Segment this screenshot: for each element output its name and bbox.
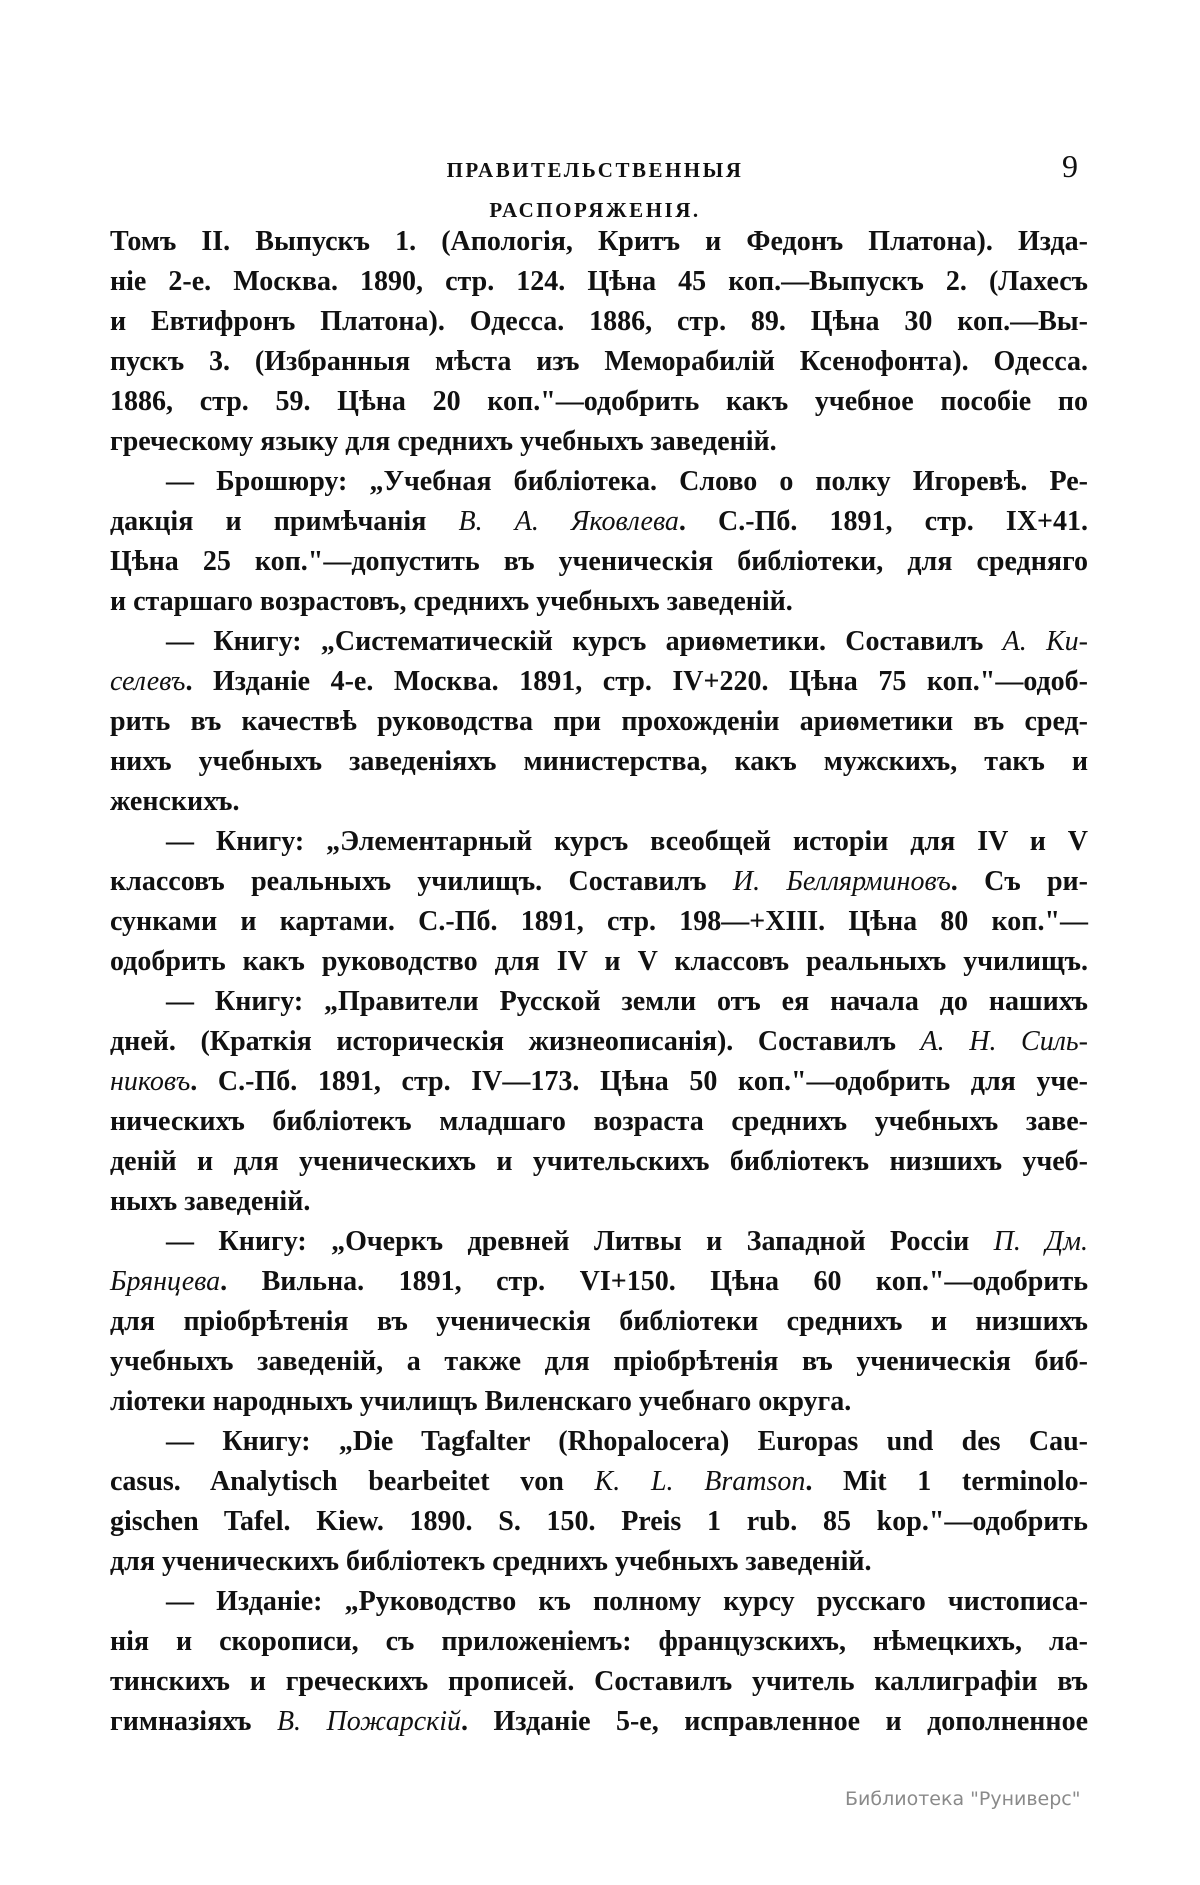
italic-author-name: Брянцева bbox=[110, 1266, 221, 1297]
text-segment: нія и скорописи, съ приложеніемъ: французскихъ, нѣмецкихъ, ла- bbox=[110, 1626, 1088, 1657]
text-line bbox=[110, 1462, 1088, 1502]
text-segment: учебныхъ заведеній, а также для пріобрѣтенія въ ученическія биб- bbox=[110, 1346, 1088, 1377]
text-segment: ныхъ заведеній. bbox=[110, 1186, 311, 1217]
text-segment: . Вильна. 1891, стр. VI+150. Цѣна 60 коп."—одобрить bbox=[220, 1266, 1088, 1297]
text-line bbox=[110, 742, 1088, 782]
text-segment: casus. Analytisch bearbeitet von bbox=[110, 1466, 595, 1497]
text-line bbox=[110, 1502, 1088, 1542]
text-segment: дакція и примѣчанія bbox=[110, 506, 459, 537]
text-segment: и Евтифронъ Платона). Одесса. 1886, стр. 89. Цѣна 30 коп.—Вы- bbox=[110, 306, 1088, 337]
text-segment: . С.-Пб. 1891, стр. IV—173. Цѣна 50 коп."—одобрить для уче- bbox=[190, 1066, 1088, 1097]
text-segment: для ученическихъ библіотекъ среднихъ учебныхъ заведеній. bbox=[110, 1546, 872, 1577]
text-segment: гимназіяхъ bbox=[110, 1706, 277, 1737]
text-line bbox=[110, 822, 1088, 862]
text-segment: тинскихъ и греческихъ прописей. Составилъ учитель каллиграфіи въ bbox=[110, 1666, 1088, 1697]
text-segment: . Изданіе 4-е. Москва. 1891, стр. IV+220. Цѣна 75 коп."—одоб- bbox=[185, 666, 1088, 697]
italic-author-name: селевъ bbox=[110, 666, 186, 697]
text-segment: ліотеки народныхъ училищъ Виленскаго учебнаго округа. bbox=[110, 1386, 852, 1417]
text-line bbox=[110, 1342, 1088, 1382]
italic-author-name: А. Ки- bbox=[1002, 626, 1088, 657]
text-segment: — Книгу: „Систематическій курсъ ариѳметики. Составилъ bbox=[166, 626, 1003, 657]
text-line bbox=[110, 1102, 1088, 1142]
text-segment: сунками и картами. С.-Пб. 1891, стр. 198—+XIII. Цѣна 80 коп."— bbox=[110, 906, 1088, 937]
text-line bbox=[110, 622, 1088, 662]
text-line bbox=[110, 1142, 1088, 1182]
text-segment: пускъ 3. (Избранныя мѣста изъ Меморабилій Ксенофонта). Одесса. bbox=[110, 346, 1088, 377]
text-line bbox=[110, 702, 1088, 742]
text-segment: ническихъ библіотекъ младшаго возраста среднихъ учебныхъ заве- bbox=[110, 1106, 1088, 1137]
text-segment: рить въ качествѣ руководства при прохожденіи ариѳметики въ сред- bbox=[110, 706, 1088, 737]
text-line bbox=[110, 942, 1088, 982]
text-segment: Томъ II. Выпускъ 1. (Апологія, Критъ и Федонъ Платона). Изда- bbox=[110, 226, 1088, 257]
text-line bbox=[110, 1182, 1088, 1222]
text-line bbox=[110, 582, 1088, 622]
body-text bbox=[110, 222, 1088, 1742]
text-line bbox=[110, 1622, 1088, 1662]
italic-author-name: никовъ bbox=[110, 1066, 191, 1097]
text-line bbox=[110, 1062, 1088, 1102]
text-segment: — Книгу: „Элементарный курсъ всеобщей исторіи для IV и V bbox=[166, 826, 1088, 857]
text-line bbox=[110, 1542, 1088, 1582]
text-line bbox=[110, 542, 1088, 582]
text-segment: — Изданіе: „Руководство къ полному курсу русскаго чистописа- bbox=[166, 1586, 1088, 1617]
italic-author-name: И. Беллярминовъ bbox=[732, 866, 951, 897]
text-segment: . Mit 1 terminolo- bbox=[805, 1466, 1088, 1497]
text-segment: дней. (Краткія историческія жизнеописанія). Составилъ bbox=[110, 1026, 921, 1057]
text-line bbox=[110, 1662, 1088, 1702]
text-line bbox=[110, 302, 1088, 342]
text-segment: . Изданіе 5-е, исправленное и дополненное bbox=[461, 1706, 1088, 1737]
italic-author-name: K. L. Bramson bbox=[594, 1466, 806, 1497]
text-segment: и старшаго возрастовъ, среднихъ учебныхъ заведеній. bbox=[110, 586, 793, 617]
italic-author-name: А. Н. Силь- bbox=[920, 1026, 1088, 1057]
text-line bbox=[110, 422, 1088, 462]
text-segment: . С.-Пб. 1891, стр. IX+41. bbox=[678, 506, 1088, 537]
text-line bbox=[110, 782, 1088, 822]
text-segment: классовъ реальныхъ училищъ. Составилъ bbox=[110, 866, 733, 897]
text-segment: — Книгу: „Правители Русской земли отъ ея начала до нашихъ bbox=[166, 986, 1088, 1017]
italic-author-name: В. А. Яковлева bbox=[458, 506, 679, 537]
text-segment: греческому языку для среднихъ учебныхъ заведеній. bbox=[110, 426, 777, 457]
running-header: ПРАВИТЕЛЬСТВЕННЫЯ РАСПОРЯЖЕНІЯ. bbox=[446, 158, 744, 222]
text-line bbox=[110, 902, 1088, 942]
text-segment: одобрить какъ руководство для IV и V классовъ реальныхъ училищъ. bbox=[110, 946, 1088, 977]
text-line bbox=[110, 382, 1088, 422]
text-line bbox=[110, 262, 1088, 302]
library-watermark: Библиотека "Руниверс" bbox=[845, 1788, 1081, 1810]
text-line bbox=[110, 1382, 1088, 1422]
text-line bbox=[110, 342, 1088, 382]
text-segment: — Книгу: „Die Tagfalter (Rhopalocera) Europas und des Cau- bbox=[166, 1426, 1088, 1457]
text-line bbox=[110, 502, 1088, 542]
text-segment: gischen Tafel. Kiew. 1890. S. 150. Preis 1 rub. 85 kop."—одобрить bbox=[110, 1506, 1088, 1537]
text-segment: для пріобрѣтенія въ ученическія библіотеки среднихъ и низшихъ bbox=[110, 1306, 1088, 1337]
text-line bbox=[110, 1262, 1088, 1302]
italic-author-name: В. Пожарскій bbox=[276, 1706, 462, 1737]
text-segment: . Съ ри- bbox=[950, 866, 1088, 897]
text-line bbox=[110, 862, 1088, 902]
text-line bbox=[110, 1022, 1088, 1062]
page-number: 9 bbox=[1062, 148, 1078, 184]
text-segment: — Брошюру: „Учебная библіотека. Слово о полку Игоревѣ. Ре- bbox=[166, 466, 1088, 497]
text-segment: нихъ учебныхъ заведеніяхъ министерства, какъ мужскихъ, такъ и bbox=[110, 746, 1088, 777]
text-segment: деній и для ученическихъ и учительскихъ библіотекъ низшихъ учеб- bbox=[110, 1146, 1088, 1177]
text-line bbox=[110, 1222, 1088, 1262]
text-segment: ніе 2-е. Москва. 1890, стр. 124. Цѣна 45 коп.—Выпускъ 2. (Лахесъ bbox=[110, 266, 1088, 297]
text-line bbox=[110, 1582, 1088, 1622]
text-line bbox=[110, 1302, 1088, 1342]
text-line bbox=[110, 1702, 1088, 1742]
text-line bbox=[110, 1422, 1088, 1462]
text-segment: — Книгу: „Очеркъ древней Литвы и Западной Россіи bbox=[166, 1226, 994, 1257]
text-segment: 1886, стр. 59. Цѣна 20 коп."—одобрить какъ учебное пособіе по bbox=[110, 386, 1088, 417]
text-line bbox=[110, 662, 1088, 702]
text-line bbox=[110, 222, 1088, 262]
italic-author-name: П. Дм. bbox=[993, 1226, 1089, 1257]
text-line bbox=[110, 462, 1088, 502]
text-line bbox=[110, 982, 1088, 1022]
text-segment: женскихъ. bbox=[110, 786, 240, 817]
text-segment: Цѣна 25 коп."—допустить въ ученическія библіотеки, для средняго bbox=[110, 546, 1088, 577]
